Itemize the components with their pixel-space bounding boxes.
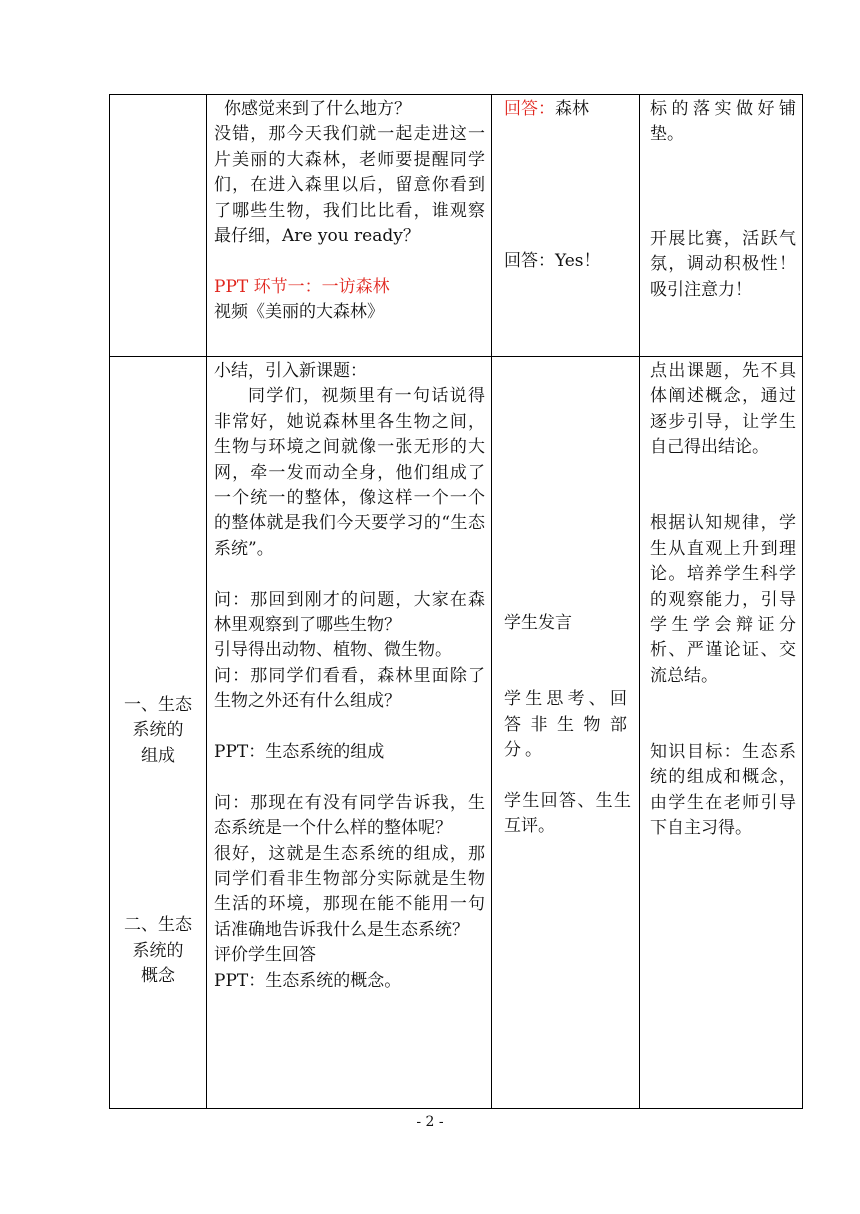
answer-line: 回答：Yes！ xyxy=(504,251,601,272)
table-row xyxy=(110,357,803,1109)
stage-label: 概念 xyxy=(141,966,175,987)
stage-label: 二、生态 xyxy=(124,915,192,936)
text-line: 小结，引入新课题： xyxy=(214,361,367,381)
intent-text: 根据认知规律，学生从直观上升到理论。培养学生科学的观察能力，引导学生学会辩证分析、严谨论证、交流总结。 xyxy=(650,513,796,686)
text-line: PPT：生态系统的概念。 xyxy=(214,970,402,991)
design-intent-cell xyxy=(640,357,803,1109)
lesson-plan-table xyxy=(109,94,803,1109)
stage-label: 系统的 xyxy=(132,720,184,741)
answer-label: 回答： xyxy=(504,99,555,119)
text-paragraph: 同学们，视频里有一句话说得非常好，她说森林里各生物之间，生物与环境之间就像一张无形的大网，牵一发而动全身，他们组成了一个统一的整体，像这样一个一个的整体就是我们今天要学习的“生态系统”。 xyxy=(214,386,485,559)
text-paragraph: 问：那回到刚才的问题，大家在森林里观察到了哪些生物？ xyxy=(214,589,485,636)
text-line: 评价学生回答 xyxy=(214,945,316,966)
student-text: 学生思考、回答非生物部分。 xyxy=(504,689,631,761)
stage-label: 一、生态 xyxy=(124,695,192,715)
stage-cell xyxy=(110,357,207,1109)
text-line: 引导得出动物、植物、微生物。 xyxy=(214,640,452,661)
text-line: PPT：生态系统的组成 xyxy=(214,742,385,763)
text-paragraph: 很好，这就是生态系统的组成，那同学们看非生物部分实际就是生物生活的环境，那现在能不能用一句话准确地告诉我什么是生态系统？ xyxy=(214,843,485,940)
text-paragraph: 没错，那今天我们就一起走进这一片美丽的大森林，老师要提醒同学们，在进入森里以后，留意你看到了哪些生物，我们比比看，谁观察最仔细，Are you ready？ xyxy=(214,124,485,247)
student-activity-cell xyxy=(492,357,640,1109)
text-paragraph: 问：那现在有没有同学告诉我，生态系统是一个什么样的整体呢？ xyxy=(214,792,485,839)
table-row xyxy=(110,95,803,357)
teacher-activity-cell xyxy=(207,357,492,1109)
stage-label: 系统的 xyxy=(132,940,184,961)
intent-text: 点出课题，先不具体阐述概念，通过逐步引导，让学生自己得出结论。 xyxy=(650,361,796,458)
ppt-section-title: PPT 环节一：一访森林 xyxy=(214,276,390,297)
intent-text: 知识目标：生态系统的组成和概念，由学生在老师引导下自主习得。 xyxy=(650,742,796,839)
design-intent-cell xyxy=(640,95,803,357)
student-text: 学生回答、生生互评。 xyxy=(504,790,631,837)
student-text: 学生发言 xyxy=(504,613,572,633)
stage-cell-empty xyxy=(110,95,207,357)
stage-label: 组成 xyxy=(141,745,175,766)
student-activity-cell xyxy=(492,95,640,357)
teacher-activity-cell xyxy=(207,95,492,357)
intent-text: 开展比赛，活跃气氛，调动积极性！吸引注意力！ xyxy=(650,229,796,300)
video-title: 视频《美丽的大森林》 xyxy=(214,302,384,323)
text-line: 你感觉来到了什么地方？ xyxy=(224,99,411,119)
answer-text: 森林 xyxy=(555,99,589,119)
page-number: - 2 - xyxy=(416,1114,444,1130)
text-paragraph: 问：那同学们看看，森林里面除了生物之外还有什么组成？ xyxy=(214,665,485,712)
intent-text: 标的落实做好铺垫。 xyxy=(650,99,796,145)
